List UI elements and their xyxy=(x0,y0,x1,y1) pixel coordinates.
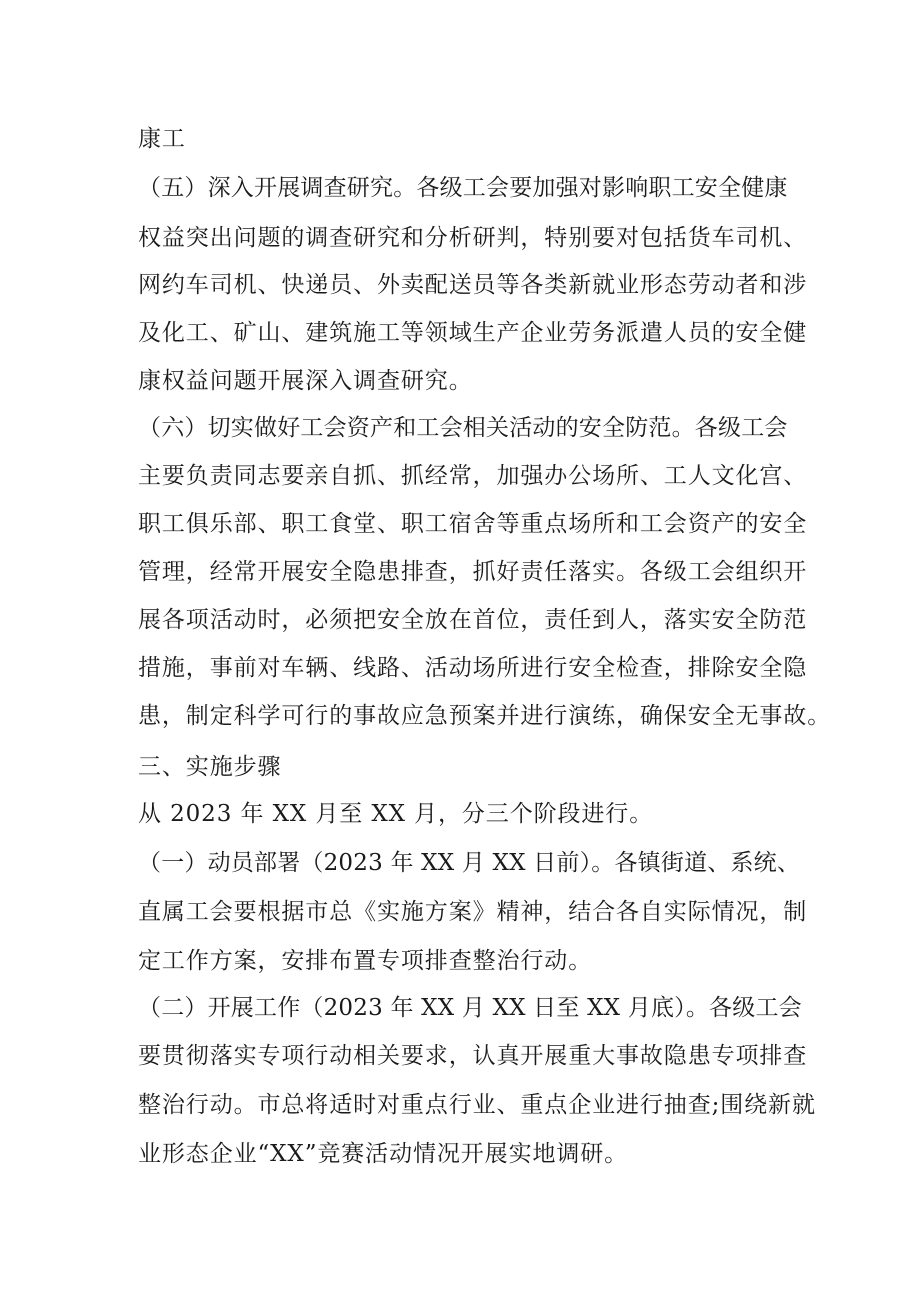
phase-two-heading-line: （二）开展工作（2023 年 XX 月 XX 日至 XX 月底）。各级工会 xyxy=(138,995,802,1021)
text-line: 管理，经常开展安全隐患排查，抓好责任落实。各级工会组织开 xyxy=(138,559,808,585)
section-six-heading-line: （六）切实做好工会资产和工会相关活动的安全防范。各级工会 xyxy=(138,415,788,441)
text-line: 展各项活动时，必须把安全放在首位，责任到人，落实安全防范 xyxy=(138,607,808,633)
text-line: 网约车司机、快递员、外卖配送员等各类新就业形态劳动者和涉 xyxy=(138,272,808,298)
text-line: 权益突出问题的调查研究和分析研判，特别要对包括货车司机、 xyxy=(138,225,808,251)
text-line: 要贯彻落实专项行动相关要求，认真开展重大事故隐患专项排查 xyxy=(138,1043,808,1069)
section-heading: 三、实施步骤 xyxy=(138,754,282,780)
text-line: 措施，事前对车辆、线路、活动场所进行安全检查，排除安全隐 xyxy=(138,655,808,681)
text-line: 康工 xyxy=(138,126,186,152)
text-line: 定工作方案，安排布置专项排查整治行动。 xyxy=(138,948,593,974)
text-line: 职工俱乐部、职工食堂、职工宿舍等重点场所和工会资产的安全 xyxy=(138,511,808,537)
text-line: 及化工、矿山、建筑施工等领域生产企业劳务派遣人员的安全健 xyxy=(138,320,808,346)
text-line: 康权益问题开展深入调查研究。 xyxy=(138,368,473,394)
text-line: 主要负责同志要亲自抓、抓经常，加强办公场所、工人文化宫、 xyxy=(138,463,808,489)
text-line: 业形态企业“XX”竞赛活动情况开展实地调研。 xyxy=(138,1141,629,1167)
text-line: 从 2023 年 XX 月至 XX 月，分三个阶段进行。 xyxy=(138,801,654,827)
text-line: 患，制定科学可行的事故应急预案并进行演练，确保安全无事故。 xyxy=(138,703,832,729)
text-line: 直属工会要根据市总《实施方案》精神，结合各自实际情况，制 xyxy=(138,899,808,925)
phase-one-heading-line: （一）动员部署（2023 年 XX 月 XX 日前）。各镇街道、系统、 xyxy=(138,850,801,876)
text-line: 整治行动。市总将适时对重点行业、重点企业进行抽查;围绕新就 xyxy=(138,1092,816,1118)
section-five-heading-line: （五）深入开展调查研究。各级工会要加强对影响职工安全健康 xyxy=(138,175,788,201)
